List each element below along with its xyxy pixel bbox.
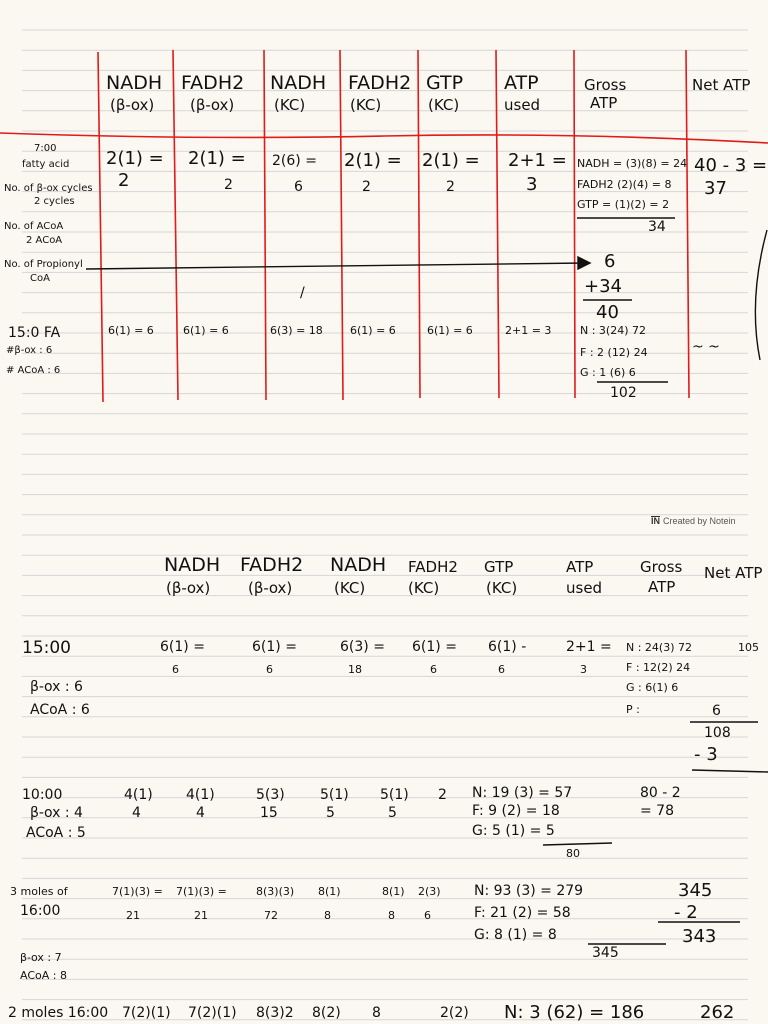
t1-r3-gross-3: G : 1 (6) 6 [580,366,636,379]
b10-n2: = 78 [640,803,674,819]
b16-n2: - 2 [674,902,698,923]
b10-g1: N: 19 (3) = 57 [472,785,573,801]
t1-header-nadh-kc-sub: (KC) [274,96,306,114]
t1-r3-atp-used: 2+1 = 3 [505,324,552,337]
t1-r1-gross-1: NADH = (3)(8) = 24 [577,157,688,170]
b10-c4: 5(1) [320,787,349,803]
b10-c1v: 4 [132,805,141,821]
blast-g1: N: 3 (62) = 186 [504,1002,645,1023]
table1-col-divider-3 [264,50,266,400]
b16-c1v: 21 [126,909,140,922]
t1-r1-fadh-kc: 2(1) = [344,150,402,171]
propionyl-arrow-line [86,263,585,269]
b16-label-b: 16:00 [20,903,61,919]
t1-r1-label-f: 2 ACoA [26,235,63,246]
t1-r2-label-a: No. of Propionyl [4,259,83,270]
t1-header-fadh-box-sub: (β-ox) [190,96,235,114]
t1-header-nadh-kc: NADH [270,72,327,94]
blast-c3: 8(3)2 [256,1005,294,1021]
t2-header-gross: Gross [640,558,683,576]
b10-c4v: 5 [326,805,335,821]
b16-c5v: 8 [388,909,395,922]
b10-label-b: β-ox : 4 [30,805,83,821]
b16-c1: 7(1)(3) = [112,885,163,898]
table1-col-divider-5 [418,50,420,398]
b15-c4: 6(1) = [412,639,457,655]
b15-sum-line-2 [692,770,768,772]
t1-r3-fadh-box: 6(1) = 6 [183,324,229,337]
b15-g1: N : 24(3) 72 [626,641,692,654]
t1-r1-gross-2: FADH2 (2)(4) = 8 [577,178,672,191]
t1-r1-label-d: 2 cycles [34,196,75,207]
b15-label-c: ACoA : 6 [30,702,90,718]
t1-header-atp-used-sub: used [504,96,541,114]
table1-header-underline [0,133,768,143]
t1-r1-net-1: 40 - 3 = [694,155,768,176]
b10-label-a: 10:00 [22,787,63,803]
t1-r1-gross-total: 34 [648,219,666,235]
t1-r3-gross-2: F : 2 (12) 24 [580,346,648,359]
b15-g1b: 105 [738,641,759,654]
b15-c1: 6(1) = [160,639,205,655]
notein-logo-icon: IN [651,516,660,526]
b10-c1: 4(1) [124,787,153,803]
table1-col-divider-1 [98,52,103,402]
t1-r1-nadh-kc: 2(6) = [272,153,317,169]
t1-r3-nadh-box: 6(1) = 6 [108,324,154,337]
b16-c4v: 8 [324,909,331,922]
t2-header-gross-sub: ATP [648,578,676,596]
t2-header-nadh-box-sub: (β-ox) [166,579,211,597]
t1-header-net: Net ATP [692,76,751,94]
t2-header-fadh-kc: FADH2 [408,558,458,576]
t2-header-nadh-box: NADH [164,554,221,576]
t1-r3-nadh-kc: 6(3) = 18 [270,324,323,337]
t1-r3-gross-1: N : 3(24) 72 [580,324,646,337]
t1-r1-nadh-box-val: 2 [118,170,130,191]
t1-r1-fadh-box-val: 2 [224,177,233,193]
t1-header-fadh-box: FADH2 [181,72,245,94]
t1-header-fadh-kc: FADH2 [348,72,412,94]
t1-r1-label-c: No. of β-ox cycles [4,183,93,194]
b10-n1: 80 - 2 [640,785,681,801]
propionyl-arrow-head [578,257,590,269]
t1-r1-atp-used: 2+1 = [508,150,567,171]
blast-net: 262 [700,1002,735,1023]
t1-header-gtp-kc: GTP [426,72,464,94]
b10-c6: 2 [438,787,447,803]
b10-label-c: ACoA : 5 [26,825,86,841]
blast-c1: 7(2)(1) [122,1005,171,1021]
b16-total: 345 [592,945,619,961]
t1-r2-total: 40 [596,302,619,323]
b10-total: 80 [566,847,580,860]
notein-credit [651,516,736,526]
b15-g3: G : 6(1) 6 [626,681,679,694]
t1-header-nadh-box-sub: (β-ox) [110,96,155,114]
t1-r1-nadh-box: 2(1) = [106,148,164,169]
t1-r3-fadh-kc: 6(1) = 6 [350,324,396,337]
b16-c3v: 72 [264,909,278,922]
blast-c5: 8 [372,1005,381,1021]
t1-r2-arrow-val: 6 [604,251,616,272]
t1-r1-gross-3: GTP = (1)(2) = 2 [577,198,670,211]
b10-c5: 5(1) [380,787,409,803]
t1-header-nadh-box: NADH [106,72,163,94]
blast-c4: 8(2) [312,1005,341,1021]
t2-header-nadh-kc: NADH [330,554,387,576]
b15-label-b: β-ox : 6 [30,679,83,695]
t1-r1-label-b: fatty acid [22,159,70,170]
b16-c6v: 6 [424,909,431,922]
blast-label-a: 2 moles 16:00 [8,1005,109,1021]
table1-col-divider-8 [686,50,689,398]
t2-header-nadh-kc-sub: (KC) [334,579,366,597]
b10-g2: F: 9 (2) = 18 [472,803,560,819]
b16-g1: N: 93 (3) = 279 [474,883,584,899]
table1-col-divider-2 [173,50,178,400]
t2-header-fadh-kc-sub: (KC) [408,579,440,597]
t1-r1-fadh-box: 2(1) = [188,148,246,169]
b15-g4: P : [626,703,640,716]
b10-c3: 5(3) [256,787,285,803]
table1-col-divider-4 [340,50,343,400]
b15-c5: 6(1) - [488,639,527,655]
b10-c3v: 15 [260,805,278,821]
t1-r1-fadh-kc-val: 2 [362,179,371,195]
t1-r1-label-a: 7:00 [34,143,57,154]
b16-g3: G: 8 (1) = 8 [474,927,557,943]
t1-r1-gtp-kc-val: 2 [446,179,455,195]
b16-c2v: 21 [194,909,208,922]
t1-r1-atp-used-val: 3 [526,174,538,195]
b15-c3: 6(3) = [340,639,385,655]
t1-r2-plus: +34 [584,276,622,297]
t2-header-atp-used: ATP [566,558,594,576]
side-bracket [755,230,767,360]
t1-header-fadh-kc-sub: (KC) [350,96,382,114]
b10-sum-line [543,843,612,845]
b15-minus: - 3 [694,744,718,765]
t1-r3-gtp-kc: 6(1) = 6 [427,324,473,337]
t2-header-gtp-kc-sub: (KC) [486,579,518,597]
blast-c6: 2(2) [440,1005,469,1021]
b15-total: 108 [704,725,731,741]
t2-header-fadh-box-sub: (β-ox) [248,579,293,597]
b15-c6v: 3 [580,663,587,676]
b16-c6: 2(3) [418,885,441,898]
t2-header-atp-used-sub: used [566,579,603,597]
t1-header-gtp-kc-sub: (KC) [428,96,460,114]
t2-header-fadh-box: FADH2 [240,554,304,576]
t1-r2-tick: / [300,285,305,301]
b16-c4: 8(1) [318,885,341,898]
table1-col-divider-7 [574,50,575,398]
blast-c2: 7(2)(1) [188,1005,237,1021]
t1-r3-label-b: #β-ox : 6 [6,345,53,356]
b15-c1v: 6 [172,663,179,676]
b16-c3: 8(3)(3) [256,885,295,898]
b16-g2: F: 21 (2) = 58 [474,905,571,921]
b16-label-d: ACoA : 8 [20,969,67,982]
b16-c5: 8(1) [382,885,405,898]
t1-r3-label-c: # ACoA : 6 [6,365,61,376]
t1-r2-label-b: CoA [30,273,50,284]
t2-header-gtp-kc: GTP [484,558,514,576]
b16-label-c: β-ox : 7 [20,951,62,964]
t1-r1-net-2: 37 [704,178,727,199]
t1-r1-nadh-kc-val: 6 [294,179,303,195]
b15-c2v: 6 [266,663,273,676]
t1-r3-label-a: 15:0 FA [8,325,61,341]
b10-c5v: 5 [388,805,397,821]
b16-n3: 343 [682,926,717,947]
b16-c2: 7(1)(3) = [176,885,227,898]
b15-label-a: 15:00 [22,638,71,658]
t1-r1-label-e: No. of ACoA [4,221,64,232]
b15-c2: 6(1) = [252,639,297,655]
b15-c4v: 6 [430,663,437,676]
credit-text: Created by Notein [663,516,736,526]
t1-header-gross: Gross [584,76,627,94]
t1-r3-gross-total: 102 [610,385,637,401]
t1-r1-gtp-kc: 2(1) = [422,150,480,171]
b10-c2v: 4 [196,805,205,821]
b16-label-a: 3 moles of [10,885,68,898]
t1-r3-side-scribble: ~ ~ [692,339,720,355]
b10-g3: G: 5 (1) = 5 [472,823,555,839]
b15-c6: 2+1 = [566,639,612,655]
t2-header-net: Net ATP [704,564,763,582]
t1-header-gross-sub: ATP [590,94,618,112]
table1-col-divider-6 [496,50,499,398]
b15-g4v: 6 [712,703,721,719]
t1-header-atp-used: ATP [504,72,539,94]
b15-g2: F : 12(2) 24 [626,661,691,674]
b15-c5v: 6 [498,663,505,676]
b10-c2: 4(1) [186,787,215,803]
b16-n1: 345 [678,880,713,901]
b15-c3v: 18 [348,663,362,676]
